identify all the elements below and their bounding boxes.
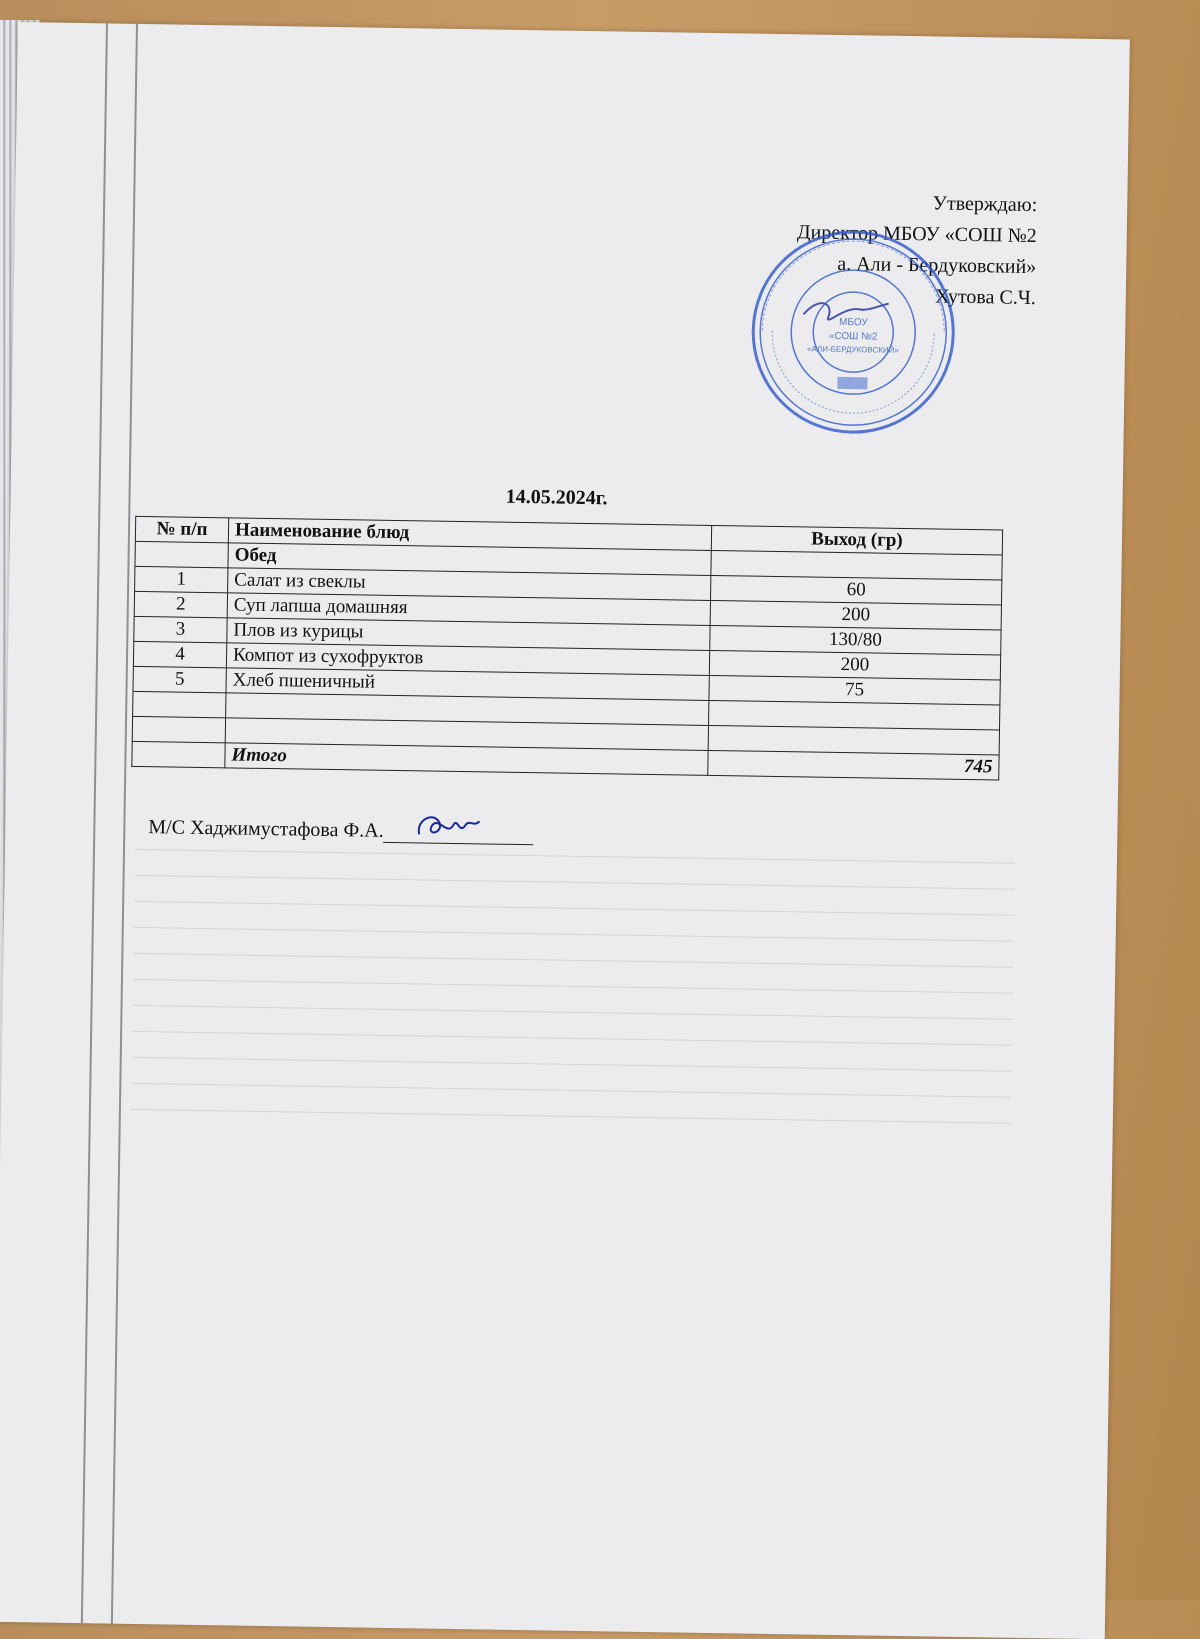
row-number: 3 <box>134 616 227 642</box>
menu-table <box>131 516 1003 781</box>
dish-name: Плов из курицы <box>227 618 710 651</box>
bleed-through-ghost <box>130 824 1015 1178</box>
fold-line <box>111 24 138 1624</box>
document-date-title: 14.05.2024г. <box>505 485 608 510</box>
dish-output: 130/80 <box>710 625 1001 655</box>
school-stamp-seal <box>747 226 960 439</box>
approval-position: Директор МБОУ «СОШ №2 <box>796 221 1037 248</box>
nurse-name: М/С Хаджимустафова Ф.А. <box>148 816 384 842</box>
approval-school: а. Али - Бердуковский» <box>837 252 1037 279</box>
dish-output: 200 <box>709 650 1000 680</box>
dish-name: Хлеб пшеничный <box>226 668 709 701</box>
handwritten-signature <box>414 806 485 843</box>
svg-text:МБОУ: МБОУ <box>838 316 868 329</box>
total-value: 745 <box>708 750 999 780</box>
section-label: Обед <box>228 543 711 576</box>
row-number: 1 <box>135 566 228 592</box>
dish-output: 200 <box>710 600 1001 630</box>
fold-line <box>81 23 108 1623</box>
column-header-dish: Наименование блюд <box>228 518 711 551</box>
row-number: 4 <box>133 641 226 667</box>
table-cell <box>132 741 225 767</box>
signature-line <box>384 820 534 845</box>
dish-output: 60 <box>710 575 1001 605</box>
director-name: Хутова С.Ч. <box>935 285 1036 310</box>
svg-text:«СОШ №2: «СОШ №2 <box>828 330 878 343</box>
row-number: 2 <box>134 591 227 617</box>
row-number: 5 <box>133 666 226 692</box>
dish-name: Суп лапша домашняя <box>227 593 710 626</box>
nurse-signature-block <box>148 816 534 845</box>
table-cell <box>135 541 228 567</box>
column-header-number: № п/п <box>135 516 228 542</box>
table-cell <box>132 716 225 742</box>
dish-name: Салат из свеклы <box>228 568 711 601</box>
column-header-output: Выход (гр) <box>711 525 1002 555</box>
svg-text:«АЛИ-БЕРДУКОВСКИЙ»: «АЛИ-БЕРДУКОВСКИЙ» <box>806 344 899 355</box>
approval-heading: Утверждаю: <box>932 192 1038 217</box>
document-page <box>0 22 1130 1639</box>
dish-output: 75 <box>709 675 1000 705</box>
total-label: Итого <box>225 743 708 776</box>
table-cell <box>133 691 226 717</box>
dish-name: Компот из сухофруктов <box>226 643 709 676</box>
